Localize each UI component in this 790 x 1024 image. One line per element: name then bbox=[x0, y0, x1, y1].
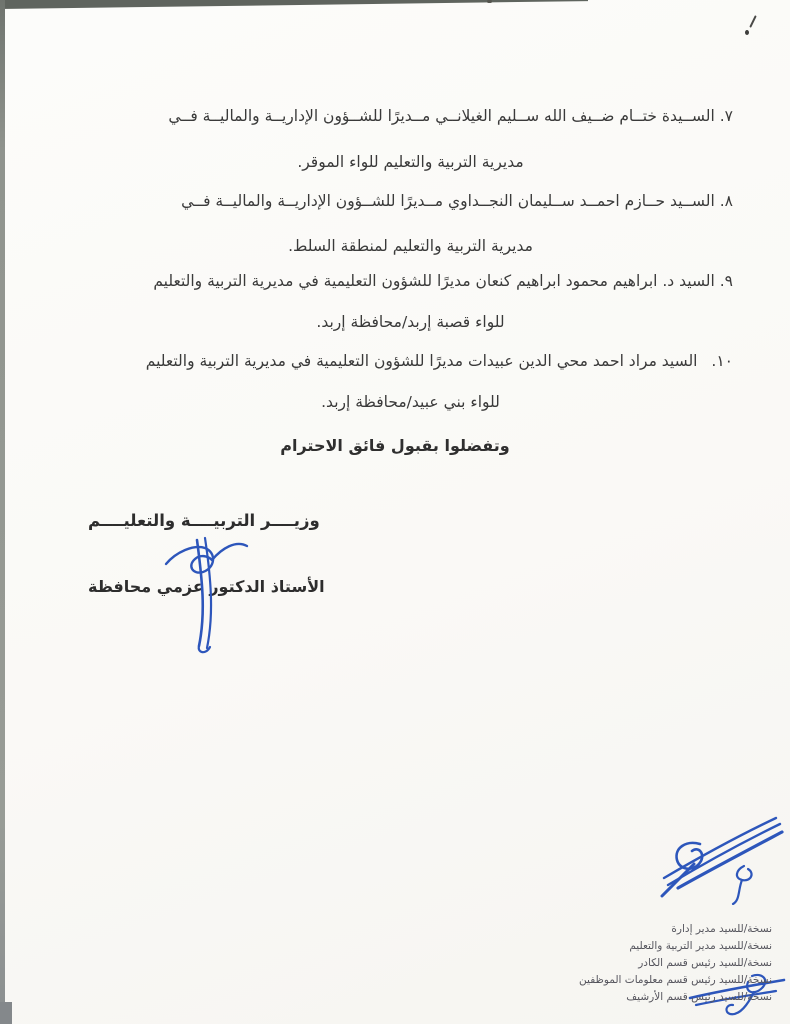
dust-speck bbox=[745, 30, 749, 35]
dust-speck bbox=[749, 15, 756, 28]
list-item-9-line-1 bbox=[88, 269, 733, 294]
list-item-7-line-1 bbox=[88, 104, 733, 129]
item-text: السيد مراد احمد محي الدين عبيدات مديرًا للشؤون التعليمية في مديرية التربية والتعليم bbox=[145, 352, 698, 370]
item-number: ٨. bbox=[719, 192, 733, 210]
scanner-edge-bottom-left bbox=[0, 1002, 12, 1024]
list-item-9-line-2: للواء قصبة إربد/محافظة إربد. bbox=[316, 313, 505, 331]
list-item-10-line-1 bbox=[88, 349, 733, 374]
list-item-7-line-2: مديرية التربية والتعليم للواء الموقر. bbox=[297, 153, 524, 171]
item-text: السيد د. ابراهيم محمود ابراهيم كنعان مديرًا للشؤون التعليمية في مديرية التربية والتعليم bbox=[153, 272, 715, 290]
list-item-10-line-2: للواء بني عبيد/محافظة إربد. bbox=[321, 393, 500, 411]
closing-salutation: وتفضلوا بقبول فائق الاحترام bbox=[280, 436, 510, 455]
item-number: ٩. bbox=[719, 272, 733, 290]
distribution-list bbox=[579, 921, 772, 1006]
distribution-line: نسخة/للسيد مدير التربية والتعليم bbox=[629, 940, 772, 952]
scanner-edge-top bbox=[0, 0, 588, 9]
scanner-edge-left bbox=[0, 0, 5, 1024]
distribution-line: نسخة/للسيد رئيس قسم الكادر bbox=[638, 957, 772, 969]
list-item-8-line-1 bbox=[88, 189, 733, 214]
distribution-line: نسخة/للسيد مدير إدارة bbox=[671, 923, 772, 935]
officer-initials-ink-icon bbox=[648, 800, 790, 905]
item-text: الســيد حــازم احمــد ســليمان النجــداوي مــديرًا للشــؤون الإداريــة والماليــة فــي bbox=[181, 192, 715, 210]
item-text: الســيدة ختــام ضــيف الله ســليم الغيلانــي مــديرًا للشــؤون الإداريــة والماليــة فــي bbox=[168, 107, 715, 125]
minister-title: وزيــــر التربيــــة والتعليــــم bbox=[88, 511, 320, 530]
item-number: ٧. bbox=[719, 107, 733, 125]
minister-name: الأستاذ الدكتور عزمي محافظة bbox=[88, 577, 325, 596]
distribution-line: نسخة/للسيد رئيس قسم الأرشيف bbox=[626, 991, 772, 1003]
dust-speck bbox=[487, 0, 492, 3]
list-item-8-line-2: مديرية التربية والتعليم لمنطقة السلط. bbox=[288, 237, 533, 255]
distribution-line: نسخة/للسيد رئيس قسم معلومات الموظفين bbox=[579, 974, 772, 986]
item-number: ١٠. bbox=[711, 352, 733, 370]
